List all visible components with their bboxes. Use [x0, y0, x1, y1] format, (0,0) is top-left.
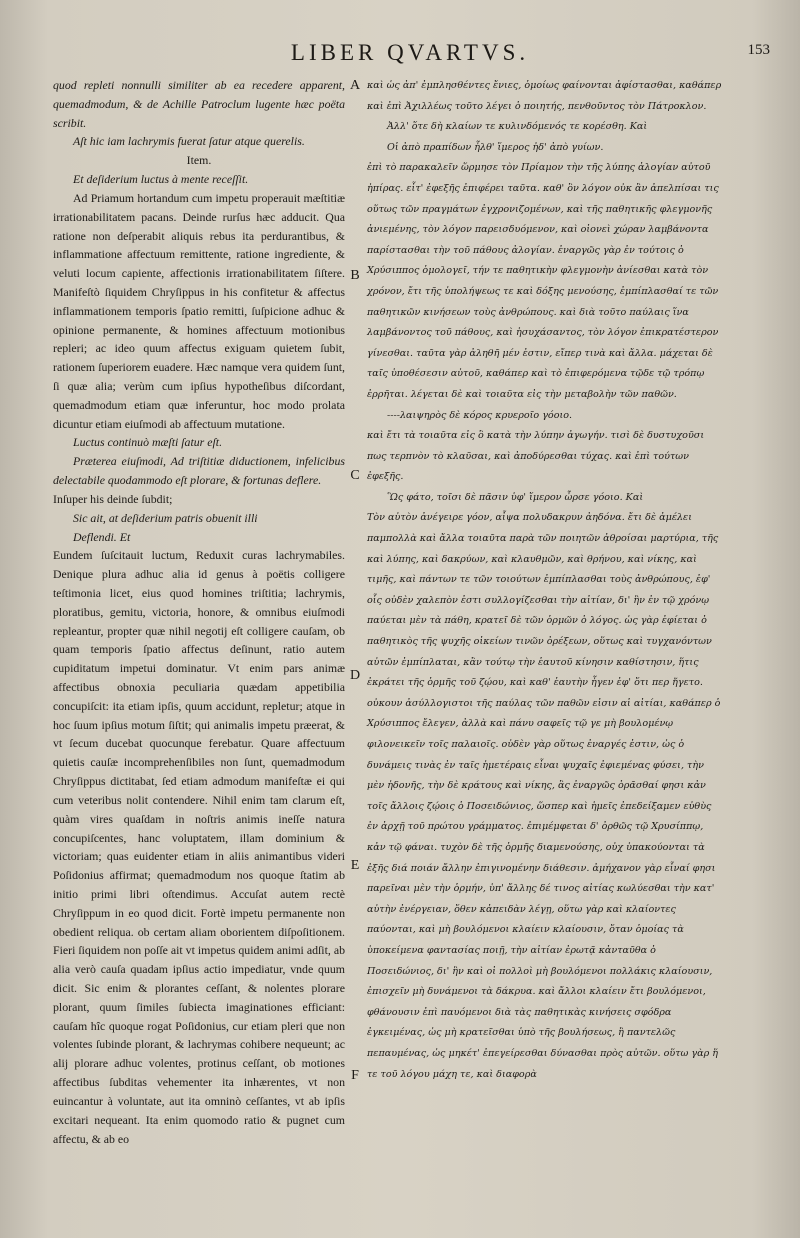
- greek-paragraph: ἐπὶ τὸ παρακαλεῖν ὥρμησε τὸν Πρίαμον τὴν τῆς λύπης ἀλογίαν αὐτοῦ ἠπίρας. εἶτ' ἐφεξῆς ἐπιφέρει ταῦτα. καθ' ὃν λόγον οὐκ ἂν ἀπελπίσαι τις οὕτως τῶν πραγμάτων ἐγχρονιζομένων, καὶ τῆς παθητικῆς φλεγμονῆς ἀνιεμένης, τὸν λόγον παρεισδυόμενον, καὶ οἱονεὶ χώραν λαμβάνοντα παρίστασθαι τὴν τοῦ πάθους ἀλογίαν. ἐναργῶς γὰρ ἐν τούτοις ὁ Χρύσιππος ὁμολογεῖ, τήν τε παθητικὴν φλεγμονὴν ἀνίεσθαι κατὰ τὸν χρόνον, ἔτι τῆς ὑπολήψεως τε καὶ δόξης μενούσης, ἐμπίπλασθαί τε τῶν παθητικῶν κινήσεων τοὺς ἀνθρώπους. καὶ διὰ τοῦτο παύλαις ἵνα λαμβάνοντος τοῦ πάθους, καὶ ἡσυχάσαντος, τὸν λόγον ἐπικρατέστερον γίνεσθαι. ταῦτα γὰρ ἀληθῆ μέν ἐστιν, εἴπερ τινὰ καὶ ἄλλα. μάχεται δὲ ταῖς ὑποθέσεσιν αὐτοῦ, καθάπερ καὶ τὸ ἐπιφερόμενα τῷδε τῷ τρόπῳ ἐρρῆται. λέγεται δὲ καὶ τοιαῦτα εἰς τὴν μεταβολὴν τῶν παθῶν.: [367, 162, 719, 400]
- greek-paragraph: καὶ ἔτι τὰ τοιαῦτα εἰς ὃ κατὰ τὴν λύπην ἀγωγήν. τισὶ δὲ δυστυχοῦσι πως τερπνὸν τὸ κλαῦσαι, καὶ ἀποδύρεσθαι τύχας. καὶ ἐπὶ τούτων ἐφεξῆς.: [367, 430, 705, 483]
- latin-paragraph: Sic ait, at deſiderium patris obuenit illi: [73, 510, 258, 525]
- greek-column: [367, 76, 722, 1085]
- greek-paragraph: καὶ ὡς ἀπ' ἐμπλησθέντες ἔνιες, ὁμοίως φαίνονται ἀφίστασθαι, καθάπερ καὶ ἐπὶ Ἀχιλλέως τοῦτο λέγει ὁ ποιητής, πενθοῦντος τὸν Πάτροκλον.: [367, 80, 722, 112]
- margin-letter: D: [349, 668, 361, 683]
- latin-paragraph: Et deſiderium luctus à mente receſſit.: [73, 172, 249, 187]
- greek-paragraph: Τὸν αὐτὸν ἀνέγειρε γόον, αἶψα πολυδακρυν ἀηδόνα. ἔτι δὲ ἀμέλει παμπολλὰ καὶ ἄλλα τοιαῦτα παρὰ τῶν ποιητῶν ἀθροίσαι μαρτύρια, τῆς καὶ λύπης, καὶ δακρύων, καὶ κλαυθμῶν, καὶ θρήνου, καὶ νίκης, καὶ τιμῆς, καὶ πάντων τε τῶν τοιούτων ἐμπίπλασθαι τοὺς ἀνθρώπους, ἐφ' οἷς οὐδὲν χαλεπὸν ἐστι συλλογίζεσθαι τὴν αἰτίαν, δι' ἣν ἐν τῷ χρόνῳ παύεται μὲν τὰ πάθη, κρατεῖ δὲ τῶν ὁρμῶν ὁ λόγος. ὡς γὰρ ἐφίεται ὁ παθητικὸς τῆς ψυχῆς οἰκείων τινῶν ὀρέξεων, οὕτως καὶ τυγχανόντων αὐτῶν ἐμπίπλαται, κἂν τούτῳ τὴν ἑαυτοῦ κίνησιν καθίστησιν, ἥτις ἐκράτει τῆς ὁρμῆς τοῦ ζῴου, καὶ καθ' ἑαυτὴν ἦγεν ἐφ' ὅτι περ ἤγετο. οὐκουν ἀσύλλογιστοι τῆς παύλας τῶν παθῶν εἰσιν αἱ αἰτίαι, καθάπερ ὁ Χρύσιππος ἔλεγεν, ἀλλὰ καὶ πάνυ σαφεῖς τῷ γε μὴ βουλομένῳ φιλονεικεῖν τοῖς παλαιοῖς. οὐδὲν γὰρ οὕτως ἐναργές ἐστιν, ὡς ὁ δυνάμεις τινὰς ἐν ταῖς ἡμετέραις εἶναι ψυχαῖς ἐφιεμένας φύσει, τὴν μὲν ἡδονῆς, τὴν δὲ κράτους καὶ νίκης, ἃς ἐναργῶς ὁρᾶσθαί φησι κἀν τοῖς ἄλλοις ζῴοις ὁ Ποσειδώνιος, ὥσπερ καὶ ἡμεῖς ἐπεδείξαμεν εὐθὺς ἐν ἀρχῇ τοῦ πρώτου γράμματος. ἐπιμέμφεται δ' ὀρθῶς τῷ Χρυσίππῳ, κἀν τῷ φάναι. τυχὸν δὲ τῆς ὁρμῆς διαμενούσης, οὐχ ὑπακούονται τὰ ἐξῆς διά ποιάν ἄλλην ἐπιγινομένην διάθεσιν. ἀμήχανον γὰρ εἶναί φησι παρεῖναι μὲν τὴν ὁρμήν, ὑπ' ἄλλης δέ τινος αἰτίας κωλύεσθαι τὴν κατ' αὐτὴν ἐνέργειαν, ὅθεν κἀπειδὰν λέγῃ, οὕτω γὰρ καὶ κλαίοντες παύονται, καὶ μὴ βουλόμενοι κλαίειν κλαίουσιν, ὅταν ὁμοίας τὰ ὑποκείμενα φαντασίας ποιῇ, τὴν αἰτίαν ἐρωτᾷ κἀνταῦθα ὁ Ποσειδώνιος, δι' ἣν καὶ οἱ πολλοὶ μὴ βουλόμενοι πολλάκις κλαίουσιν, ἐπισχεῖν μὴ δυνάμενοι τὰ δάκρυα. καὶ ἄλλοι κλαίειν ἔτι βουλόμενοι, φθάνουσιν ἐπὶ παυόμενοι διὰ τὰς παθητικὰς κινήσεις σφόδρα ἐγκειμένας, ὡς μὴ κρατεῖσθαι ὑπὸ τῆς βουλήσεως, ἢ παντελῶς πεπαυμένας, ὡς μηκέτ' ἐπεγείρεσθαι δύνασθαι πρὸς αὐτῶν. οὕτω γὰρ ἥ τε τοῦ λόγου μάχη τε, καὶ διαφορὰ: [367, 512, 721, 1080]
- margin-letter: C: [350, 468, 360, 483]
- page-number: 153: [747, 42, 770, 58]
- margin-letter: A: [349, 78, 361, 93]
- margin-letter: E: [350, 858, 360, 873]
- latin-paragraph: Præterea eiuſmodi, Ad triſtitiæ diductionem, infelicibus delectabile quodammodo eſt plorare, & fortunas deflere.: [53, 454, 345, 488]
- margin-letter: F: [351, 1068, 359, 1083]
- latin-paragraph: Inſuper his deinde ſubdit;: [53, 491, 173, 506]
- latin-paragraph: Item.: [186, 153, 212, 168]
- latin-column: [53, 76, 345, 1148]
- greek-paragraph: Οἱ ἀπὸ πραπίδων ἦλθ' ἵμερος ἠδ' ἀπὸ γυίων.: [387, 141, 604, 153]
- latin-paragraph: Luctus continuò mæſti ſatur eſt.: [73, 435, 223, 450]
- greek-paragraph: Ὣς φάτο, τοῖσι δὲ πᾶσιν ὑφ' ἵμερον ὦρσε γόοιο. Καὶ: [387, 491, 644, 503]
- latin-paragraph: Aſt hic iam lachrymis fuerat ſatur atque querelis.: [73, 134, 305, 149]
- latin-paragraph: quod repleti nonnulli similiter ab ea recedere apparent, quemadmodum, & de Achille Patroclum lugente hæc poëta scribit.: [53, 78, 345, 130]
- margin-letter: B: [350, 268, 360, 283]
- greek-paragraph: Ἀλλ' ὅτε δὴ κλαίων τε κυλινδόμενός τε κορέσθη. Καὶ: [387, 121, 648, 133]
- latin-paragraph: Ad Priamum hortandum cum impetu properauit mæſtitiæ irrationabilitatem pacans. Deinde rurſus hæc adducit. Qua ratione non deſperabit aliquis rebus ita perdurantibus, & inflammatione affectuum remittente, ratione ingrediente, & veluti locum capiente, affectionis irrationabilitatem ſiſtere. Manifeſtò ſiquidem Chryſippus in his confitetur & affectus inflammationem temporis ſpatio remitti, ſuſpicione adhuc & opinione permanente, & homines affectuum motionibus repleri; ac ideo quum affectus exiguam quietem ſubit, rationem ſuperiorem euadere. Hæc namque vera quidem ſunt, ſi quæ alia; verùm cum ipſius hypotheſibus diſcordant, quemadmodum etiam quæ inferuntur, hoc modo prolata dicuntur etiam eiuſmodi ab affectuum mutatione.: [53, 190, 345, 431]
- page-header: [0, 40, 800, 74]
- latin-paragraph: Eundem ſuſcitauit luctum, Reduxit curas lachrymabiles. Denique plura adhuc alia id genus à poëtis colligere teſtimonia licet, eius quod homines triſtitia; lachrymis, ploratibus, gemitu, victoria, honore, & omnibus eiuſmodi repleantur, propter quæ nihil negotij eſt colligere cauſam, ob quam temporis ſpatio affectus deſinunt, ratio autem cupiditatum impetui dominatur. Vt enim pars animæ affectibus obnoxia peculiaria quædam appetibilia concupiſcit: ita etiam ipſis, quum accidunt, repletur; atque in hoc ſuum ipſius motum ſiſtit; qui animalis impetu præerat, & vt ſecum ducebat quocunque ferebatur. Quare affectuum quietis cauſæ incomprehenſibiles non ſunt, quemadmodum Chryſippus dictitabat, ſed etiam admodum manifeſtæ ei qui cum veteribus nolit contendere. Nihil enim tam clarum eſt, quàm vires quaſdam in noſtris animis ineſſe natura concupiſcentes, hanc voluptatem, illam dominium & victoriam; quas euidenter etiam in aliis animantibus videri Poſidonius affirmat; quemadmodum nos quoque ſtatim ab initio primi libri oſtendimus. Accuſat autem rectè Chryſippum in eo quod dicit. Fortè impetu permanente non obedient reliqua. ob certam aliam oborientem diſpoſitionem. Fieri ſiquidem non poſſe ait vt impetus quidem animi adſit, ab alia verò cauſa quadam ipſius actio impediatur, vnde quum dicit. Sic enim & plorantes ceſſant, & nolentes plorare plorant, quum ſimiles ſubiecta imaginationes efficiant: cauſam hîc quoque rogat Poſidonius, cur etiam pleri que non volentes ſubinde plorant, & lachrymas cohibere nequeunt; ac alij plorare adhuc volentes, protinus ceſſant, ob motiones affectibus ſubditas vehementer ita inhærentes, vt non euincantur à voluntate, aut ita omninò ceſſantes, vt ab ipſis excitari nequeant. Ita enim quomodo ratio & pugnet cum affectu, & ab eo: [53, 548, 345, 1146]
- running-head: LIBER QVARTVS.: [290, 40, 530, 65]
- latin-paragraph: Deflendi. Et: [73, 529, 131, 544]
- greek-paragraph: ----λαιψηρὸς δὲ κόρος κρυεροῖο γόοιο.: [387, 409, 573, 421]
- margin-letters: [346, 76, 364, 1196]
